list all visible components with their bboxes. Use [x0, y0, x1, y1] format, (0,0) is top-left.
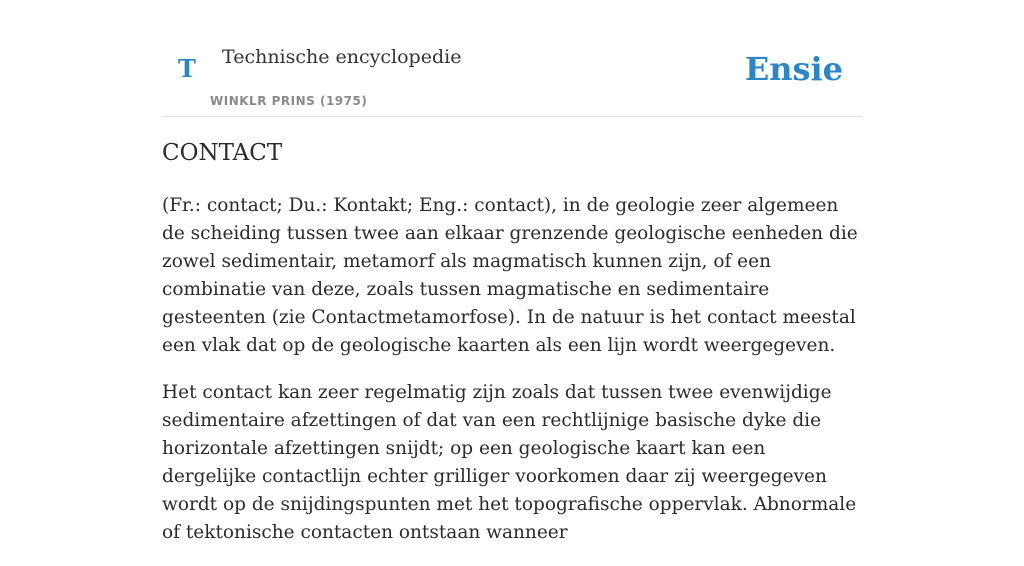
brand-logo-link[interactable]: Ensie — [744, 50, 843, 88]
book-title-link[interactable]: Technische encyclopedie — [222, 46, 462, 68]
article-paragraph: Het contact kan zeer regelmatig zijn zoals dat tussen twee evenwijdige sedimentaire afzettingen of dat van een rechtlijnige basische dyke die horizontale afzettingen snijdt; op een geologische kaart kan een dergelijke contactlijn echter grilliger voorkomen daar zij weergegeven wordt op de snijdingspunten met het topografische oppervlak. Abnormale of tektonische contacten ontstaan wanneer — [162, 382, 857, 543]
article-paragraph: (Fr.: contact; Du.: Kontakt; Eng.: contact), in de geologie zeer algemeen de scheiding tussen twee aan elkaar grenzende geologische eenheden die zowel sedimentair, metamorf als magmatisch kunnen zijn, of een combinatie van deze, zoals tussen magmatische en sedimentaire gesteenten (zie Contactmetamorfose). In de natuur is het contact meestal een vlak dat op de geologische kaarten als een lijn wordt weergegeven. — [162, 195, 858, 356]
encyclopedia-logo-icon[interactable]: T — [178, 54, 196, 83]
article-body — [162, 192, 862, 566]
book-subtitle: WINKLR PRINS (1975) — [210, 94, 368, 108]
article-title: CONTACT — [162, 140, 283, 166]
header — [162, 0, 862, 117]
